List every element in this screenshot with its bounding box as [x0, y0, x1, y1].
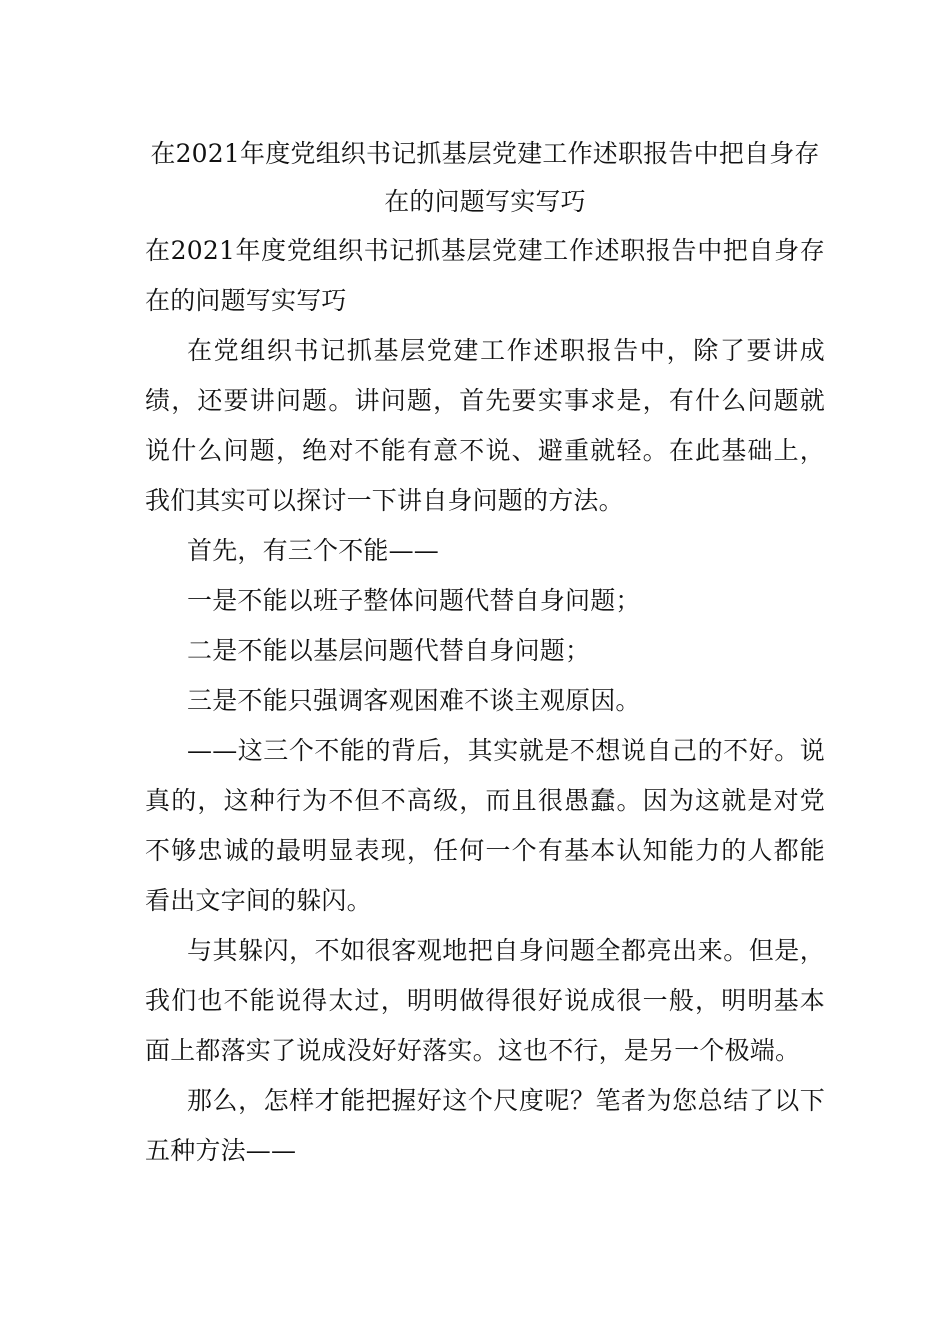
document-subtitle: 在2021年度党组织书记抓基层党建工作述职报告中把自身存在的问题写实写巧	[145, 236, 825, 315]
paragraph-cannot-two: 二是不能以基层问题代替自身问题；	[187, 636, 591, 665]
document-title: 在2021年度党组织书记抓基层党建工作述职报告中把自身存在的问题写实写巧	[150, 139, 820, 216]
paragraph-three-cannots: 首先，有三个不能——	[187, 536, 440, 565]
paragraph-expose-problems: 与其躲闪，不如很客观地把自身问题全都亮出来。但是，我们也不能说得太过，明明做得很好说成很一般，明明基本面上都落实了说成没好好落实。这也不行，是另一个极端。	[145, 936, 825, 1065]
paragraph-behind-cannots: ——这三个不能的背后，其实就是不想说自己的不好。说真的，这种行为不但不高级，而且很愚蠢。因为这就是对党不够忠诚的最明显表现，任何一个有基本认知能力的人都能看出文字间的躲闪。	[145, 736, 825, 915]
paragraph-intro: 在党组织书记抓基层党建工作述职报告中，除了要讲成绩，还要讲问题。讲问题，首先要实事求是，有什么问题就说什么问题，绝对不能有意不说、避重就轻。在此基础上，我们其实可以探讨一下讲自身问题的方法。	[145, 336, 825, 515]
document-body	[145, 130, 825, 1176]
paragraph-five-methods: 那么，怎样才能把握好这个尺度呢？笔者为您总结了以下五种方法——	[145, 1086, 825, 1165]
paragraph-cannot-three: 三是不能只强调客观困难不谈主观原因。	[187, 686, 641, 715]
paragraph-cannot-one: 一是不能以班子整体问题代替自身问题；	[187, 586, 641, 615]
